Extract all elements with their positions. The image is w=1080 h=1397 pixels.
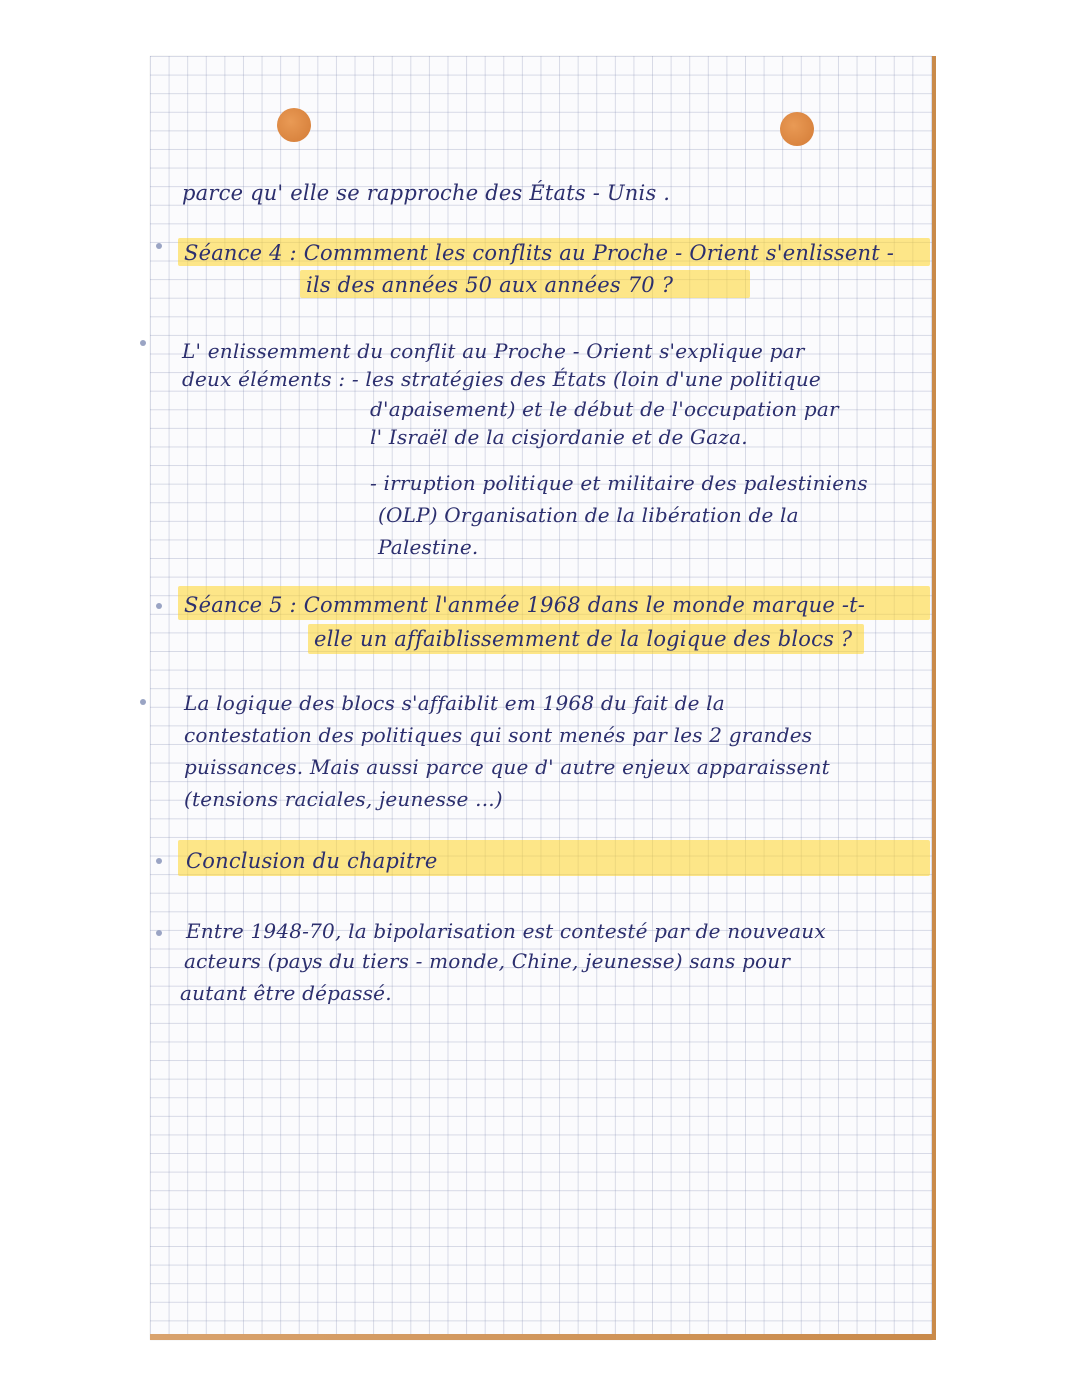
punch-hole-left (277, 108, 311, 142)
paragraph2-line4: (tensions raciales, jeunesse ...) (184, 787, 503, 811)
paragraph1-line2: deux éléments : - les stratégies des États (loin d'une politique (182, 367, 821, 391)
notebook-page (150, 56, 932, 1340)
bullet (140, 340, 146, 346)
paragraph2-line2: contestation des politiques qui sont menés par les 2 grandes (184, 723, 813, 747)
paragraph1-line1: L' enlissemment du conflit au Proche - Orient s'explique par (182, 339, 805, 363)
bullet (156, 858, 162, 864)
paragraph1-line5: - irruption politique et militaire des palestiniens (370, 471, 868, 495)
page-edge (932, 56, 936, 1340)
paragraph2-line3: puissances. Mais aussi parce que d' autre enjeux apparaissent (184, 755, 830, 779)
bullet (156, 243, 162, 249)
seance4-title-line2: ils des années 50 aux années 70 ? (306, 273, 674, 297)
paragraph3-line3: autant être dépassé. (180, 981, 392, 1005)
paragraph1-line7: Palestine. (378, 535, 479, 559)
bullet (140, 699, 146, 705)
bullet (156, 930, 162, 936)
bullet (156, 603, 162, 609)
punch-hole-right (780, 112, 814, 146)
page-bottom-edge (150, 1334, 932, 1340)
paragraph3-line2: acteurs (pays du tiers - monde, Chine, jeunesse) sans pour (184, 949, 791, 973)
paragraph1-line6: (OLP) Organisation de la libération de la (378, 503, 799, 527)
seance4-title-line1: Séance 4 : Commment les conflits au Proche - Orient s'enlissent - (184, 241, 895, 265)
seance5-title-line1: Séance 5 : Commment l'anmée 1968 dans le monde marque -t- (184, 593, 866, 617)
paragraph1-line3: d'apaisement) et le début de l'occupation par (370, 397, 839, 421)
intro-line: parce qu' elle se rapproche des États - Unis . (182, 181, 671, 205)
paragraph3-line1: Entre 1948-70, la bipolarisation est contesté par de nouveaux (186, 919, 826, 943)
seance5-title-line2: elle un affaiblissemment de la logique des blocs ? (314, 627, 853, 651)
conclusion-title: Conclusion du chapitre (186, 849, 438, 873)
paragraph2-line1: La logique des blocs s'affaiblit em 1968 du fait de la (184, 691, 725, 715)
paragraph1-line4: l' Israël de la cisjordanie et de Gaza. (370, 425, 748, 449)
